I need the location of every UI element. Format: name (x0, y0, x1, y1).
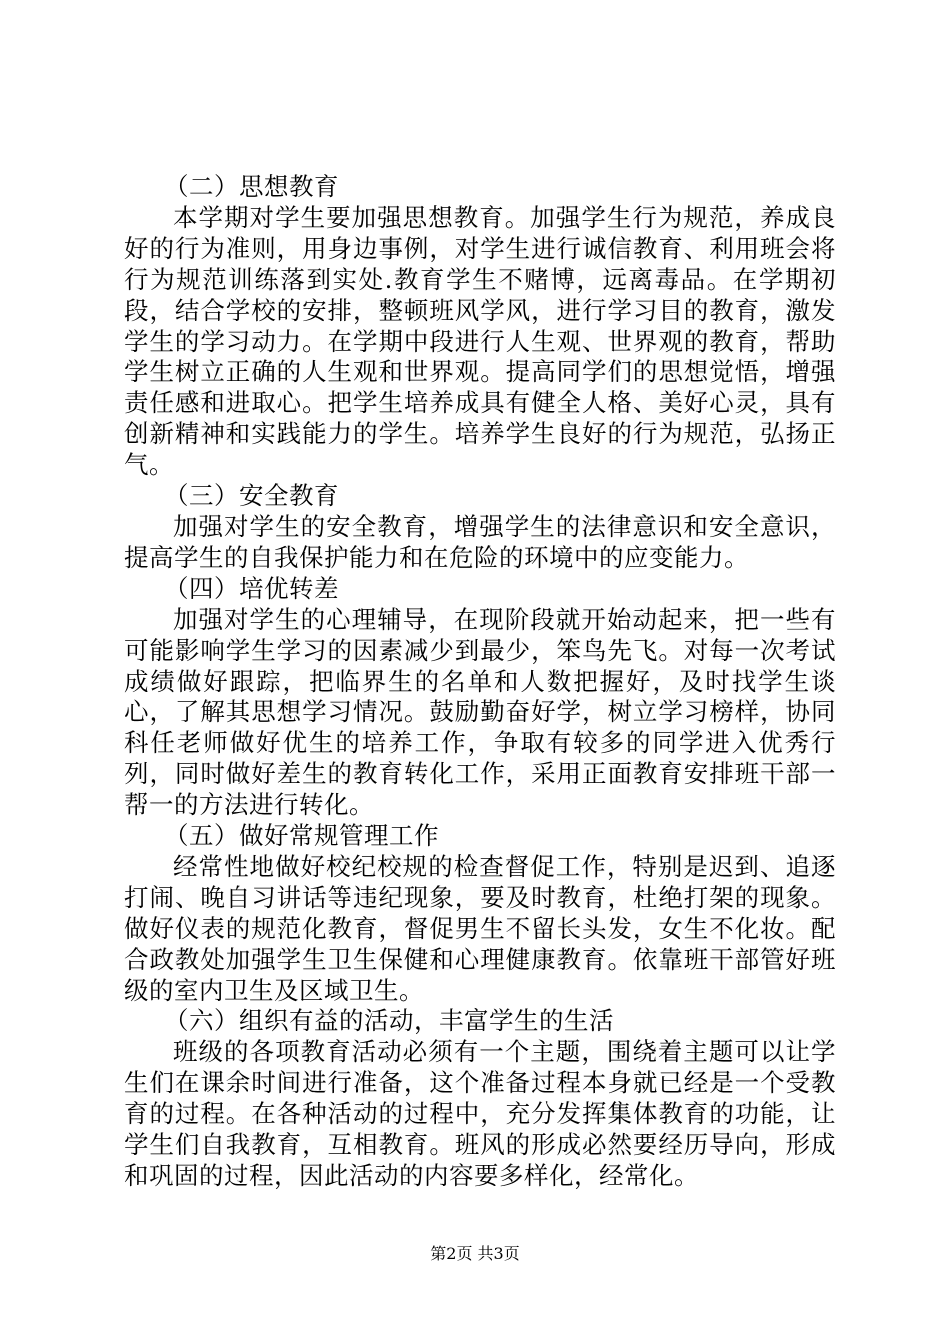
section-heading: （六）组织有益的活动，丰富学生的生活 (164, 1006, 614, 1036)
section-paragraph: 经常性地做好校纪校规的检查督促工作，特别是迟到、追逐打闹、晚自习讲话等违纪现象，要及时教育，杜绝打架的现象。做好仪表的规范化教育，督促男生不留长头发，女生不化妆。配合政教处加强学生卫生保健和心理健康教育。依靠班干部管好班级的室内卫生及区域卫生。 (124, 851, 836, 1005)
section-tutoring (124, 574, 836, 821)
section-ideological-education (124, 172, 836, 481)
section-routine-management (124, 821, 836, 1006)
document-body (124, 172, 836, 1192)
section-paragraph: 加强对学生的心理辅导，在现阶段就开始动起来，把一些有可能影响学生学习的因素减少到最少，笨鸟先飞。对每一次考试成绩做好跟踪，把临界生的名单和人数把握好，及时找学生谈心，了解其思想学习情况。鼓励勤奋好学，树立学习榜样，协同科任老师做好优生的培养工作，争取有较多的同学进入优秀行列，同时做好差生的教育转化工作，采用正面教育安排班干部一帮一的方法进行转化。 (124, 604, 836, 820)
section-paragraph: 班级的各项教育活动必须有一个主题，围绕着主题可以让学生们在课余时间进行准备，这个准备过程本身就已经是一个受教育的过程。在各种活动的过程中，充分发挥集体教育的功能，让学生们自我教育，互相教育。班风的形成必然要经历导向，形成和巩固的过程，因此活动的内容要多样化，经常化。 (124, 1037, 836, 1190)
section-safety-education (124, 481, 836, 574)
section-heading: （二）思想教育 (164, 172, 339, 201)
section-heading: （四）培优转差 (164, 573, 339, 603)
section-paragraph: 加强对学生的安全教育，增强学生的法律意识和安全意识，提高学生的自我保护能力和在危险的环境中的应变能力。 (124, 511, 836, 572)
section-paragraph: 本学期对学生要加强思想教育。加强学生行为规范，养成良好的行为准则，用身边事例，对学生进行诚信教育、利用班会将行为规范训练落到实处.教育学生不赌博，远离毒品。在学期初段，结合学校的安排，整顿班风学风，进行学习目的教育，激发学生的学习动力。在学期中段进行人生观、世界观的教育，帮助学生树立正确的人生观和世界观。提高同学们的思想觉悟，增强责任感和进取心。把学生培养成具有健全人格、美好心灵，具有创新精神和实践能力的学生。培养学生良好的行为规范，弘扬正气。 (124, 202, 836, 480)
page-number-footer: 第2页 共3页 (430, 1244, 520, 1263)
section-activities (124, 1006, 836, 1191)
section-heading: （五）做好常规管理工作 (164, 821, 439, 851)
section-heading: （三）安全教育 (164, 481, 339, 511)
